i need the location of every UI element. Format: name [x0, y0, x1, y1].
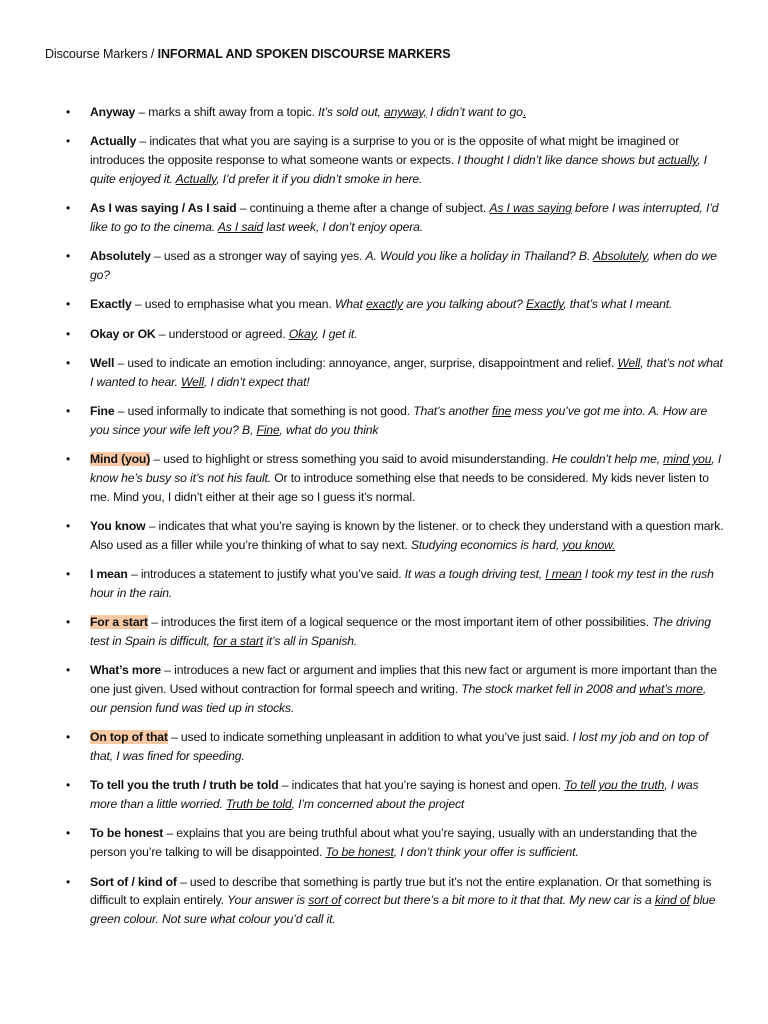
item-text: , I didn’t expect that!	[203, 374, 310, 389]
item-text: , I’m concerned about the project	[291, 797, 465, 812]
discourse-marker-list	[0, 103, 768, 939]
example-keyword: actually	[657, 153, 698, 168]
example-keyword: Fine	[256, 422, 280, 437]
example-keyword: what’s more	[639, 682, 703, 697]
item-text: – introduces a statement to justify what you’ve said.	[127, 567, 405, 582]
example-keyword: mind you	[663, 452, 712, 467]
list-item	[0, 325, 768, 344]
example-keyword: Absolutely	[592, 249, 647, 264]
example-keyword: for a start	[213, 634, 263, 649]
item-text: are you talking about?	[402, 297, 526, 312]
item-text: The driving test in Spain is difficult,	[90, 615, 711, 649]
bullet-icon: •	[66, 730, 71, 745]
example-keyword: As I said	[217, 219, 264, 234]
example-keyword: Well	[617, 355, 641, 370]
item-text: That’s another	[413, 404, 493, 419]
item-text: , I’d prefer it if you didn’t smoke in here.	[216, 171, 423, 186]
list-item	[0, 402, 768, 440]
bullet-icon: •	[66, 297, 71, 312]
list-item	[0, 728, 768, 766]
bullet-icon: •	[66, 105, 71, 119]
item-text: , what do you think	[279, 422, 379, 437]
example-keyword: Truth be told	[226, 797, 292, 812]
item-text: – indicates that what you’re saying is known by the listener. or to check they understand with a question mark. Also used as a filler while you’re thinking of what to say next.	[90, 519, 724, 552]
item-text: , I don’t think your offer is sufficient.	[393, 845, 579, 860]
item-text: I didn’t want to go	[426, 105, 523, 119]
example-keyword: you know.	[562, 537, 616, 552]
item-text: – explains that you are being truthful about what you’re saying, usually with an understanding that the person you’re talking to will be disappointed.	[90, 826, 698, 860]
item-text: What	[334, 297, 366, 312]
example-keyword: As I was saying	[489, 201, 572, 216]
marker-term: Okay or OK	[90, 326, 156, 341]
bullet-icon: •	[66, 404, 71, 419]
list-item	[0, 450, 768, 506]
list-item	[0, 103, 768, 122]
bullet-icon: •	[66, 615, 71, 630]
list-item	[0, 295, 768, 314]
marker-term: On top of that	[90, 730, 168, 745]
list-item	[0, 354, 768, 392]
bullet-icon: •	[66, 663, 71, 678]
item-text: I lost my job and on top of that, I was fined for speeding.	[90, 730, 709, 764]
item-text: correct but there’s a bit more to it that that. My new car is a	[341, 893, 655, 908]
example-keyword: kind of	[654, 893, 690, 908]
item-text: – used informally to indicate that something is not good.	[114, 404, 414, 419]
item-text: , I get it.	[315, 326, 358, 341]
example-keyword: anyway,	[384, 105, 427, 119]
bullet-icon: •	[66, 874, 71, 889]
marker-term: Absolutely	[90, 249, 151, 264]
marker-term: As I was saying / As I said	[90, 201, 237, 216]
marker-term: Anyway	[90, 105, 136, 119]
marker-term: Sort of / kind of	[90, 874, 177, 889]
item-text: A. Would you like a holiday in Thailand? B.	[365, 249, 593, 264]
marker-term: Mind (you)	[90, 452, 151, 467]
item-text: before I was interrupted, I’d like to go to the cinema.	[90, 201, 719, 234]
example-keyword: I mean	[545, 567, 582, 582]
bullet-icon: •	[66, 201, 71, 216]
list-item	[0, 613, 768, 651]
item-text: , our pension fund was tied up in stocks.	[90, 682, 707, 715]
item-text: – used to emphasise what you mean.	[131, 297, 335, 312]
bullet-icon: •	[66, 355, 71, 370]
example-keyword: To be honest	[325, 845, 394, 860]
item-text: The stock market fell in 2008 and	[461, 682, 640, 697]
example-keyword: sort of	[308, 893, 342, 908]
item-text: It’s sold out,	[318, 105, 385, 119]
item-text: He couldn’t help me,	[551, 452, 664, 467]
item-text: – introduces the first item of a logical sequence or the most important item of other possibilities.	[147, 615, 653, 630]
bullet-icon: •	[66, 567, 71, 582]
example-keyword: fine	[492, 404, 512, 419]
list-item	[0, 565, 768, 603]
bullet-icon: •	[66, 826, 71, 841]
item-text: – introduces a new fact or argument and implies that this new fact or argument is more important than the one just given. Used without contraction for formal speech and writing.	[90, 663, 717, 697]
item-text: , I quite enjoyed it.	[90, 153, 707, 186]
item-text: It was a tough driving test,	[404, 567, 546, 582]
item-text: last week, I don’t enjoy opera.	[263, 219, 423, 234]
item-text: .	[522, 105, 526, 119]
marker-term: To be honest	[90, 826, 164, 841]
marker-term: Well	[90, 355, 115, 370]
example-keyword: To tell you the truth	[564, 778, 665, 793]
item-text: – used to describe that something is partly true but it’s not the entire explanation. Or that something is difficult to explain entirely.	[90, 874, 712, 908]
list-item	[0, 517, 768, 555]
item-text: – indicates that hat you’re saying is honest and open.	[278, 778, 565, 793]
item-text: , I know he’s busy so it’s not his fault.	[90, 452, 722, 485]
item-text: – used to indicate something unpleasant in addition to what you’ve just said.	[167, 730, 573, 745]
marker-term: What’s more	[90, 663, 162, 678]
title-prefix: Discourse Markers /	[45, 47, 158, 61]
marker-term: Exactly	[90, 297, 132, 312]
bullet-icon: •	[66, 326, 71, 341]
marker-term: Actually	[90, 134, 137, 149]
bullet-icon: •	[66, 519, 71, 534]
item-text: – indicates that what you are saying is a surprise to you or is the opposite of what might be imagined or introduces the opposite response to what someone wants or expects.	[90, 134, 680, 168]
item-text: Or to introduce something else that needs to be considered. My kids never listen to me. Mind you, I didn’t either at their age so I guess it’s normal.	[90, 470, 709, 504]
item-text: – continuing a theme after a change of subject.	[236, 201, 490, 216]
item-text: – used to highlight or stress something you said to avoid misunderstanding.	[150, 452, 552, 467]
item-text: , when do we go?	[90, 249, 717, 283]
item-text: Studying economics is hard,	[410, 537, 563, 552]
item-text: – understood or agreed.	[155, 326, 289, 341]
list-item	[0, 776, 768, 814]
list-item	[0, 824, 768, 862]
page-title	[45, 47, 450, 61]
marker-term: You know	[90, 519, 146, 534]
bullet-icon: •	[66, 249, 71, 264]
item-text: – used to indicate an emotion including: annoyance, anger, surprise, disappointment and relief.	[114, 355, 618, 370]
item-text: – used as a stronger way of saying yes.	[150, 249, 366, 264]
example-keyword: Actually	[175, 171, 217, 186]
item-text: mess you’ve got me into. A. How are you since your wife left you? B,	[90, 404, 708, 437]
marker-term: For a start	[90, 615, 148, 630]
list-item	[0, 661, 768, 717]
example-keyword: Well	[181, 374, 204, 389]
example-keyword: Exactly	[526, 297, 564, 312]
item-text: , that’s not what I wanted to hear.	[90, 355, 723, 389]
list-item	[0, 132, 768, 188]
marker-term: I mean	[90, 567, 128, 582]
marker-term: To tell you the truth / truth be told	[90, 778, 279, 793]
example-keyword: Okay	[288, 326, 316, 341]
item-text: Your answer is	[227, 893, 309, 908]
item-text: I thought I didn’t like dance shows but	[457, 153, 658, 168]
bullet-icon: •	[66, 134, 71, 149]
item-text: I took my test in the rush hour in the rain.	[90, 567, 714, 600]
list-item	[0, 199, 768, 237]
item-text: it’s all in Spanish.	[262, 634, 358, 649]
item-text: , I was more than a little worried.	[90, 778, 699, 812]
title-main: INFORMAL AND SPOKEN DISCOURSE MARKERS	[157, 47, 451, 61]
list-item	[0, 873, 768, 929]
item-text: , that’s what I meant.	[563, 297, 673, 312]
item-text: blue green colour. Not sure what colour you’d call it.	[90, 893, 716, 927]
bullet-icon: •	[66, 778, 71, 793]
example-keyword: exactly	[366, 297, 403, 312]
marker-term: Fine	[90, 404, 115, 419]
list-item	[0, 247, 768, 285]
bullet-icon: •	[66, 452, 71, 467]
item-text: – marks a shift away from a topic.	[135, 105, 319, 119]
